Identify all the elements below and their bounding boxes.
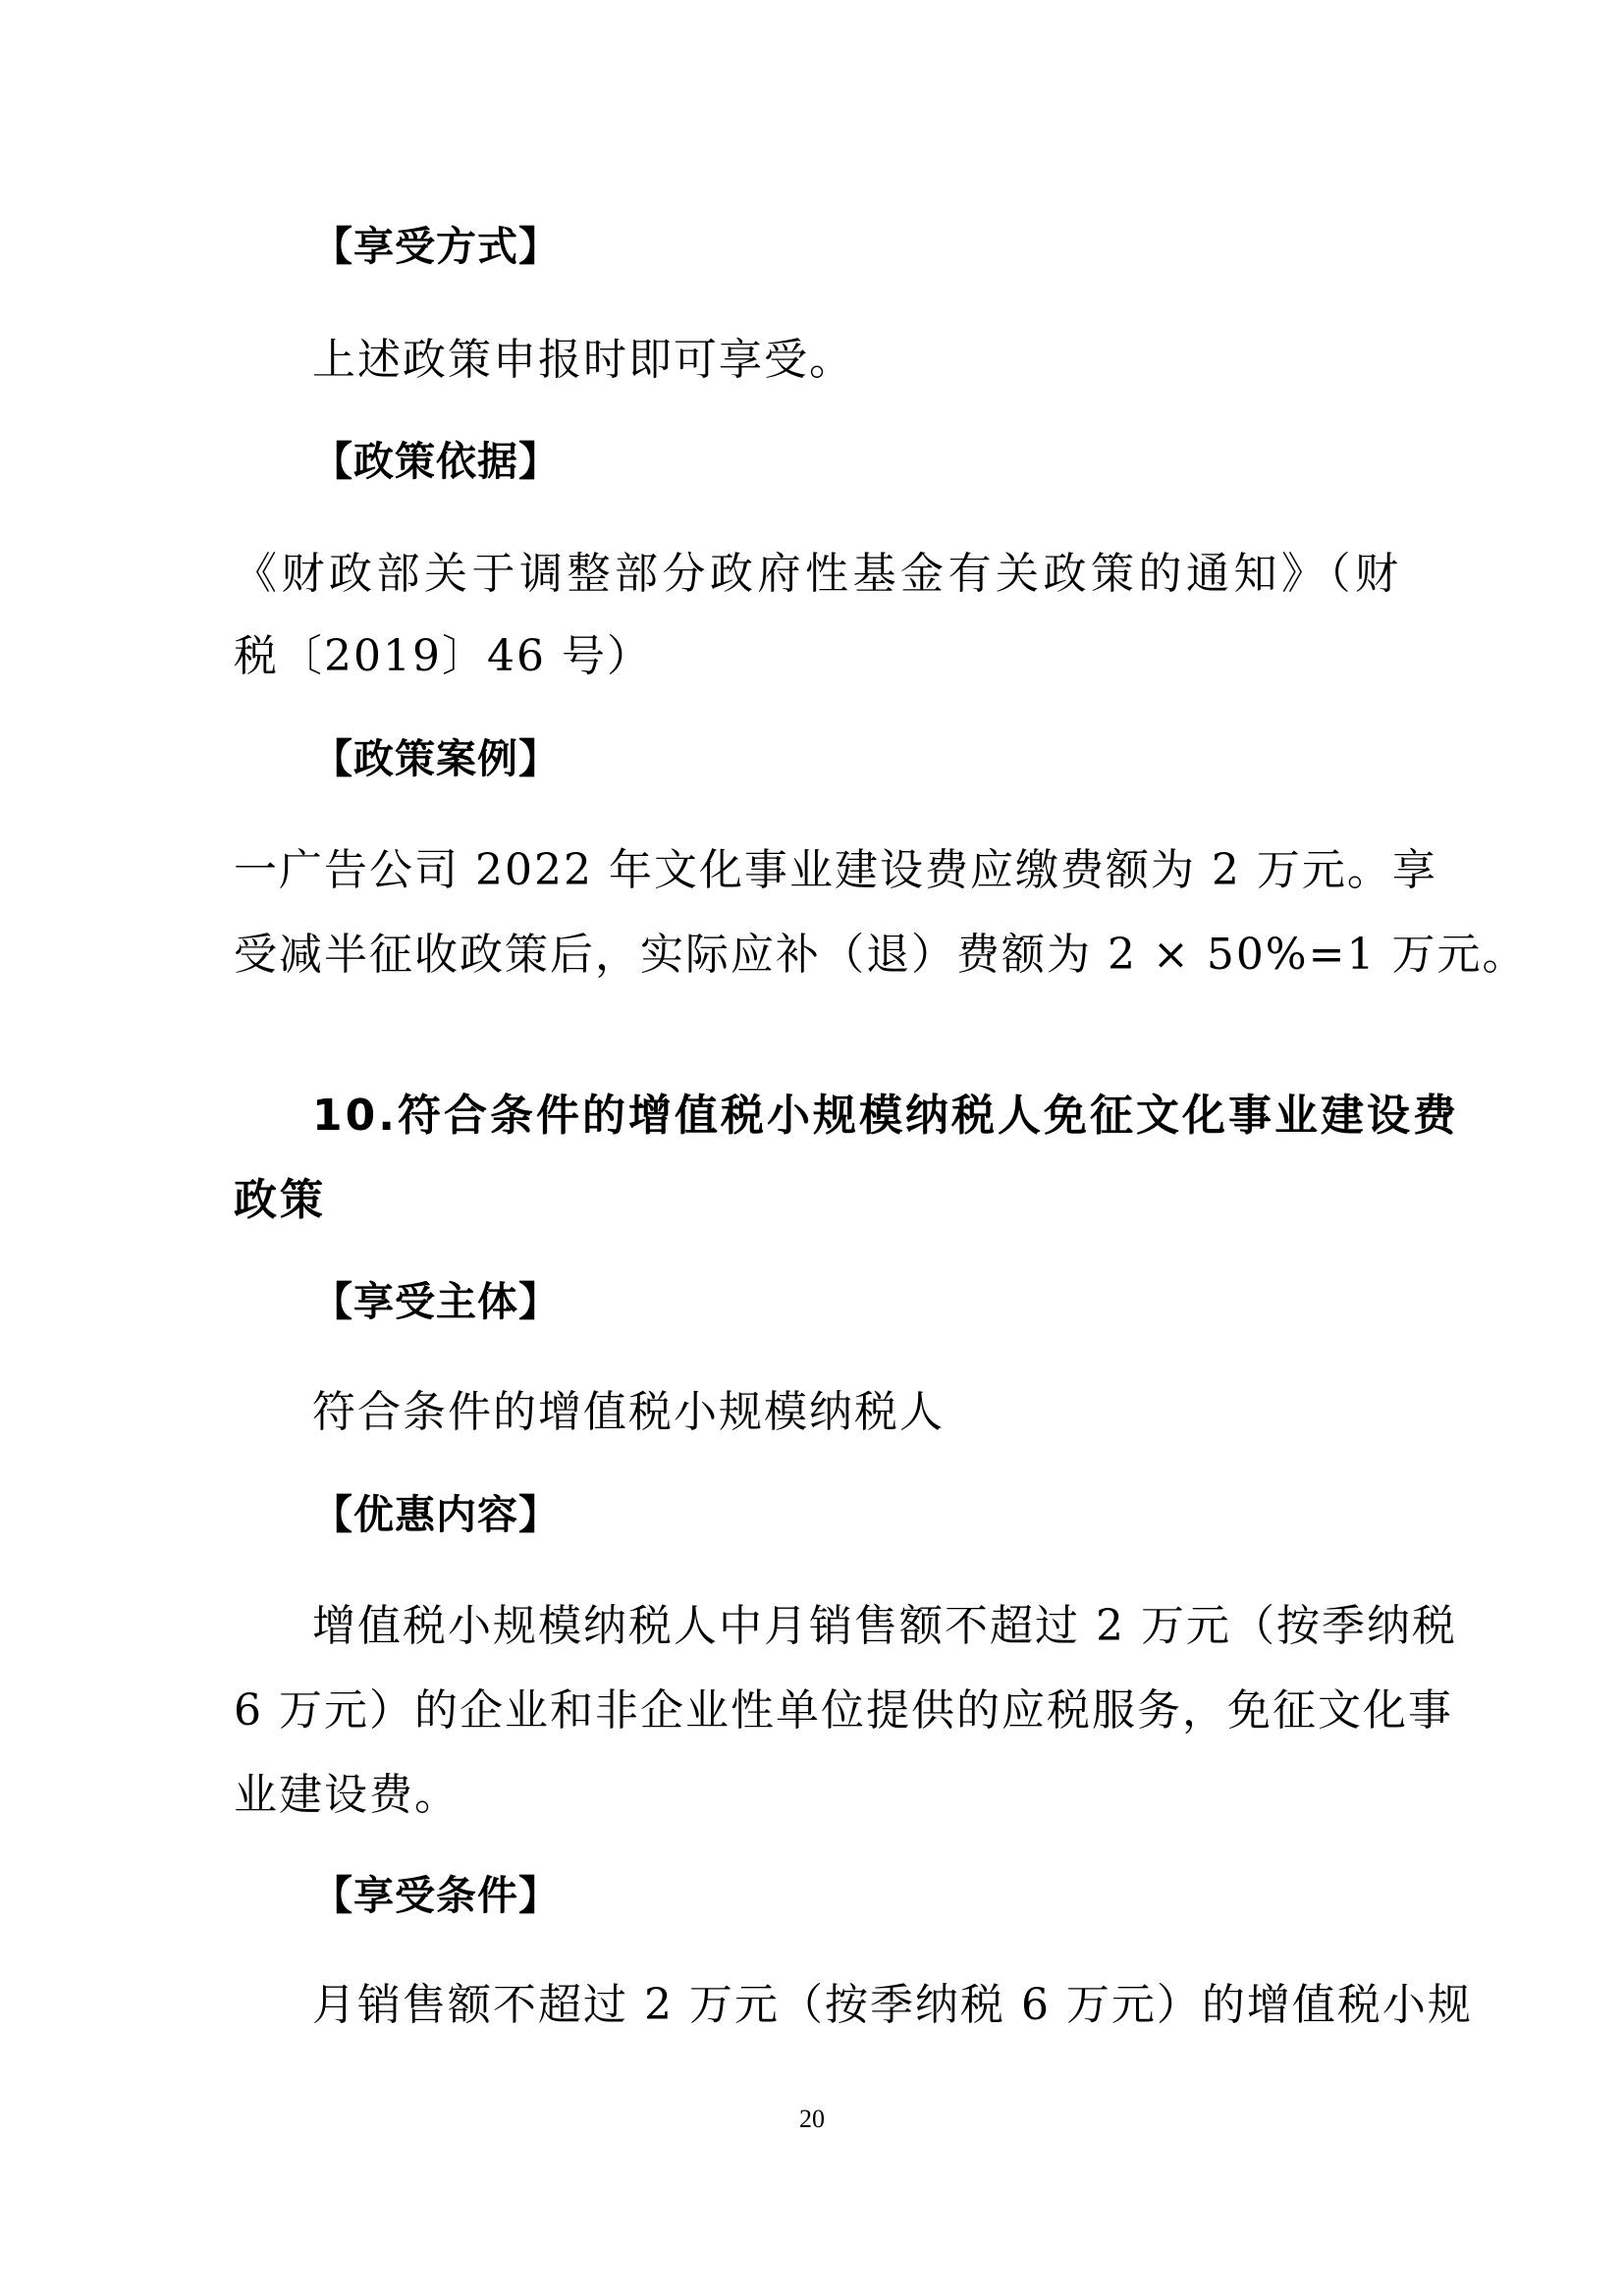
content-line-1: 增值税小规模纳税人中月销售额不超过 2 万元（按季纳税 xyxy=(312,1601,1457,1651)
policy-basis-line-1: 《财政部关于调整部分政府性基金有关政策的通知》（财 xyxy=(234,549,1400,599)
policy-case-line-2: 受减半征收政策后，实际应补（退）费额为 2 × 50%=1 万元。 xyxy=(234,930,1528,980)
subject-text: 符合条件的增值税小规模纳税人 xyxy=(312,1387,945,1437)
policy-case-heading: 【政策案例】 xyxy=(312,735,560,782)
content-line-2: 6 万元）的企业和非企业性单位提供的应税服务，免征文化事 xyxy=(234,1685,1453,1735)
page-number: 20 xyxy=(799,2105,825,2133)
policy-basis-line-2: 税〔2019〕46 号） xyxy=(234,631,652,681)
enjoy-method-heading: 【享受方式】 xyxy=(312,223,560,270)
subject-heading: 【享受主体】 xyxy=(312,1278,560,1325)
policy-case-line-1: 一广告公司 2022 年文化事业建设费应缴费额为 2 万元。享 xyxy=(234,845,1437,895)
content-heading: 【优惠内容】 xyxy=(312,1491,560,1538)
content-line-3: 业建设费。 xyxy=(234,1770,460,1820)
condition-heading: 【享受条件】 xyxy=(312,1872,560,1919)
item-10-title-line-2: 政策 xyxy=(234,1175,326,1225)
item-10-title-line-1: 10.符合条件的增值税小规模纳税人免征文化事业建设费 xyxy=(312,1091,1459,1141)
enjoy-method-text: 上述政策申报时即可享受。 xyxy=(312,335,854,385)
policy-basis-heading: 【政策依据】 xyxy=(312,438,560,485)
condition-line-1: 月销售额不超过 2 万元（按季纳税 6 万元）的增值税小规 xyxy=(312,1980,1473,2030)
